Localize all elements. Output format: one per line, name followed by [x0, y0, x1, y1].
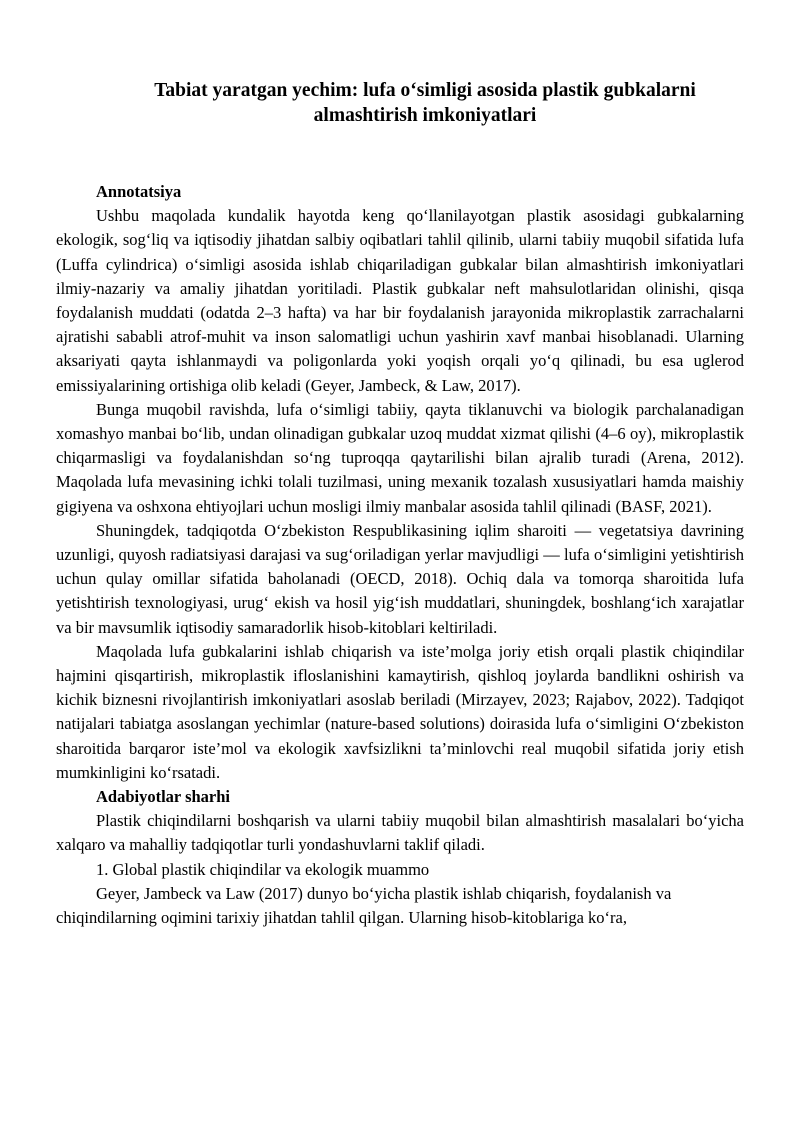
abstract-paragraph-1: Ushbu maqolada kundalik hayotda keng qo‘llanilayotgan plastik asosidagi gubkalarning ekologik, sog‘liq va iqtisodiy jihatdan salbiy oqibatlari tahlil qilinib, ularni tabiiy muqobil sifatida lufa (Luffa cylindrica) o‘simligi asosida ishlab chiqariladigan gubkalar bilan almashtirish imkoniyatlari ilmiy-nazariy va amaliy jihatdan yoritiladi. Plastik gubkalar neft mahsulotlaridan olinishi, qisqa foydalanish muddati (odatda 2–3 hafta) va har bir foydalanish jarayonida mikroplastik zarrachalarni ajratishi sababli atrof-muhit va inson salomatligi uchun yashirin xavf manbai hisoblanadi. Ularning aksariyati qayta ishlanmaydi va poligonlarda yoki yoqish orqali yo‘q qilinadi, bu esa uglerod emissiyalarining ortishiga olib keladi (Geyer, Jambeck, & Law, 2017). [56, 206, 744, 395]
abstract-paragraph-4: Maqolada lufa gubkalarini ishlab chiqarish va iste’molga joriy etish orqali plastik chiqindilar hajmini qisqartirish, mikroplastik ifloslanishini kamaytirish, qishloq joylarda bandlikni oshirish va kichik biznesni rivojlantirish imkoniyatlari asoslab beriladi (Mirzayev, 2023; Rajabov, 2022). Tadqiqot natijalari tabiatga asoslangan yechimlar (nature-based solutions) doirasida lufa o‘simligini O‘zbekiston sharoitida barqaror iste’mol va ekologik xavfsizlikni ta’minlovchi real muqobil sifatida joriy etish mumkinligini ko‘rsatadi. [56, 641, 744, 782]
document-page [56, 0, 744, 930]
abstract-heading: Annotatsiya [96, 182, 182, 201]
abstract-paragraph-2: Bunga muqobil ravishda, lufa o‘simligi tabiiy, qayta tiklanuvchi va biologik parchalanadigan xomashyo manbai bo‘lib, undan olinadigan gubkalar uzoq muddat xizmat qilishi (4–6 oy), mikroplastik chiqarmasligi va foydalanishdan so‘ng tuproqqa qaytarilishi bilan ajralib turadi (Arena, 2012). Maqolada lufa mevasining ichki tolali tuzilmasi, uning mexanik tozalash xususiyatlari hamda maishiy gigiyena va oshxona ehtiyojlari uchun mosligi ilmiy manbalar asosida tahlil qilinadi (BASF, 2021). [56, 399, 744, 516]
literature-review-subheading: 1. Global plastik chiqindilar va ekologik muammo [96, 859, 430, 879]
abstract-paragraph-3: Shuningdek, tadqiqotda O‘zbekiston Respublikasining iqlim sharoiti — vegetatsiya davrining uzunligi, quyosh radiatsiyasi darajasi va sug‘oriladigan yerlar mavjudligi — lufa o‘simligini yetishtirish uchun qulay omillar sifatida baholanadi (OECD, 2018). Ochiq dala va tomorqa sharoitida lufa yetishtirish texnologiyasi, urug‘ ekish va hosil yig‘ish muddatlari, shuningdek, boshlang‘ich xarajatlar va bir mavsumlik iqtisodiy samaradorlik hisob-kitoblari keltiriladi. [56, 520, 744, 637]
literature-review-intro: Plastik chiqindilarni boshqarish va ularni tabiiy muqobil bilan almashtirish masalalari bo‘yicha xalqaro va mahalliy tadqiqotlar turli yondashuvlarni taklif qiladi. [56, 811, 744, 855]
paper-title: Tabiat yaratgan yechim: lufa o‘simligi asosida plastik gubkalarni almashtirish imkoniyatlari [154, 80, 696, 126]
literature-review-heading: Adabiyotlar sharhi [96, 787, 231, 807]
literature-review-paragraph: Geyer, Jambeck va Law (2017) dunyo bo‘yicha plastik ishlab chiqarish, foydalanish va chiqindilarning oqimini tarixiy jihatdan tahlil qilgan. Ularning hisob-kitoblariga ko‘ra, [56, 883, 672, 928]
